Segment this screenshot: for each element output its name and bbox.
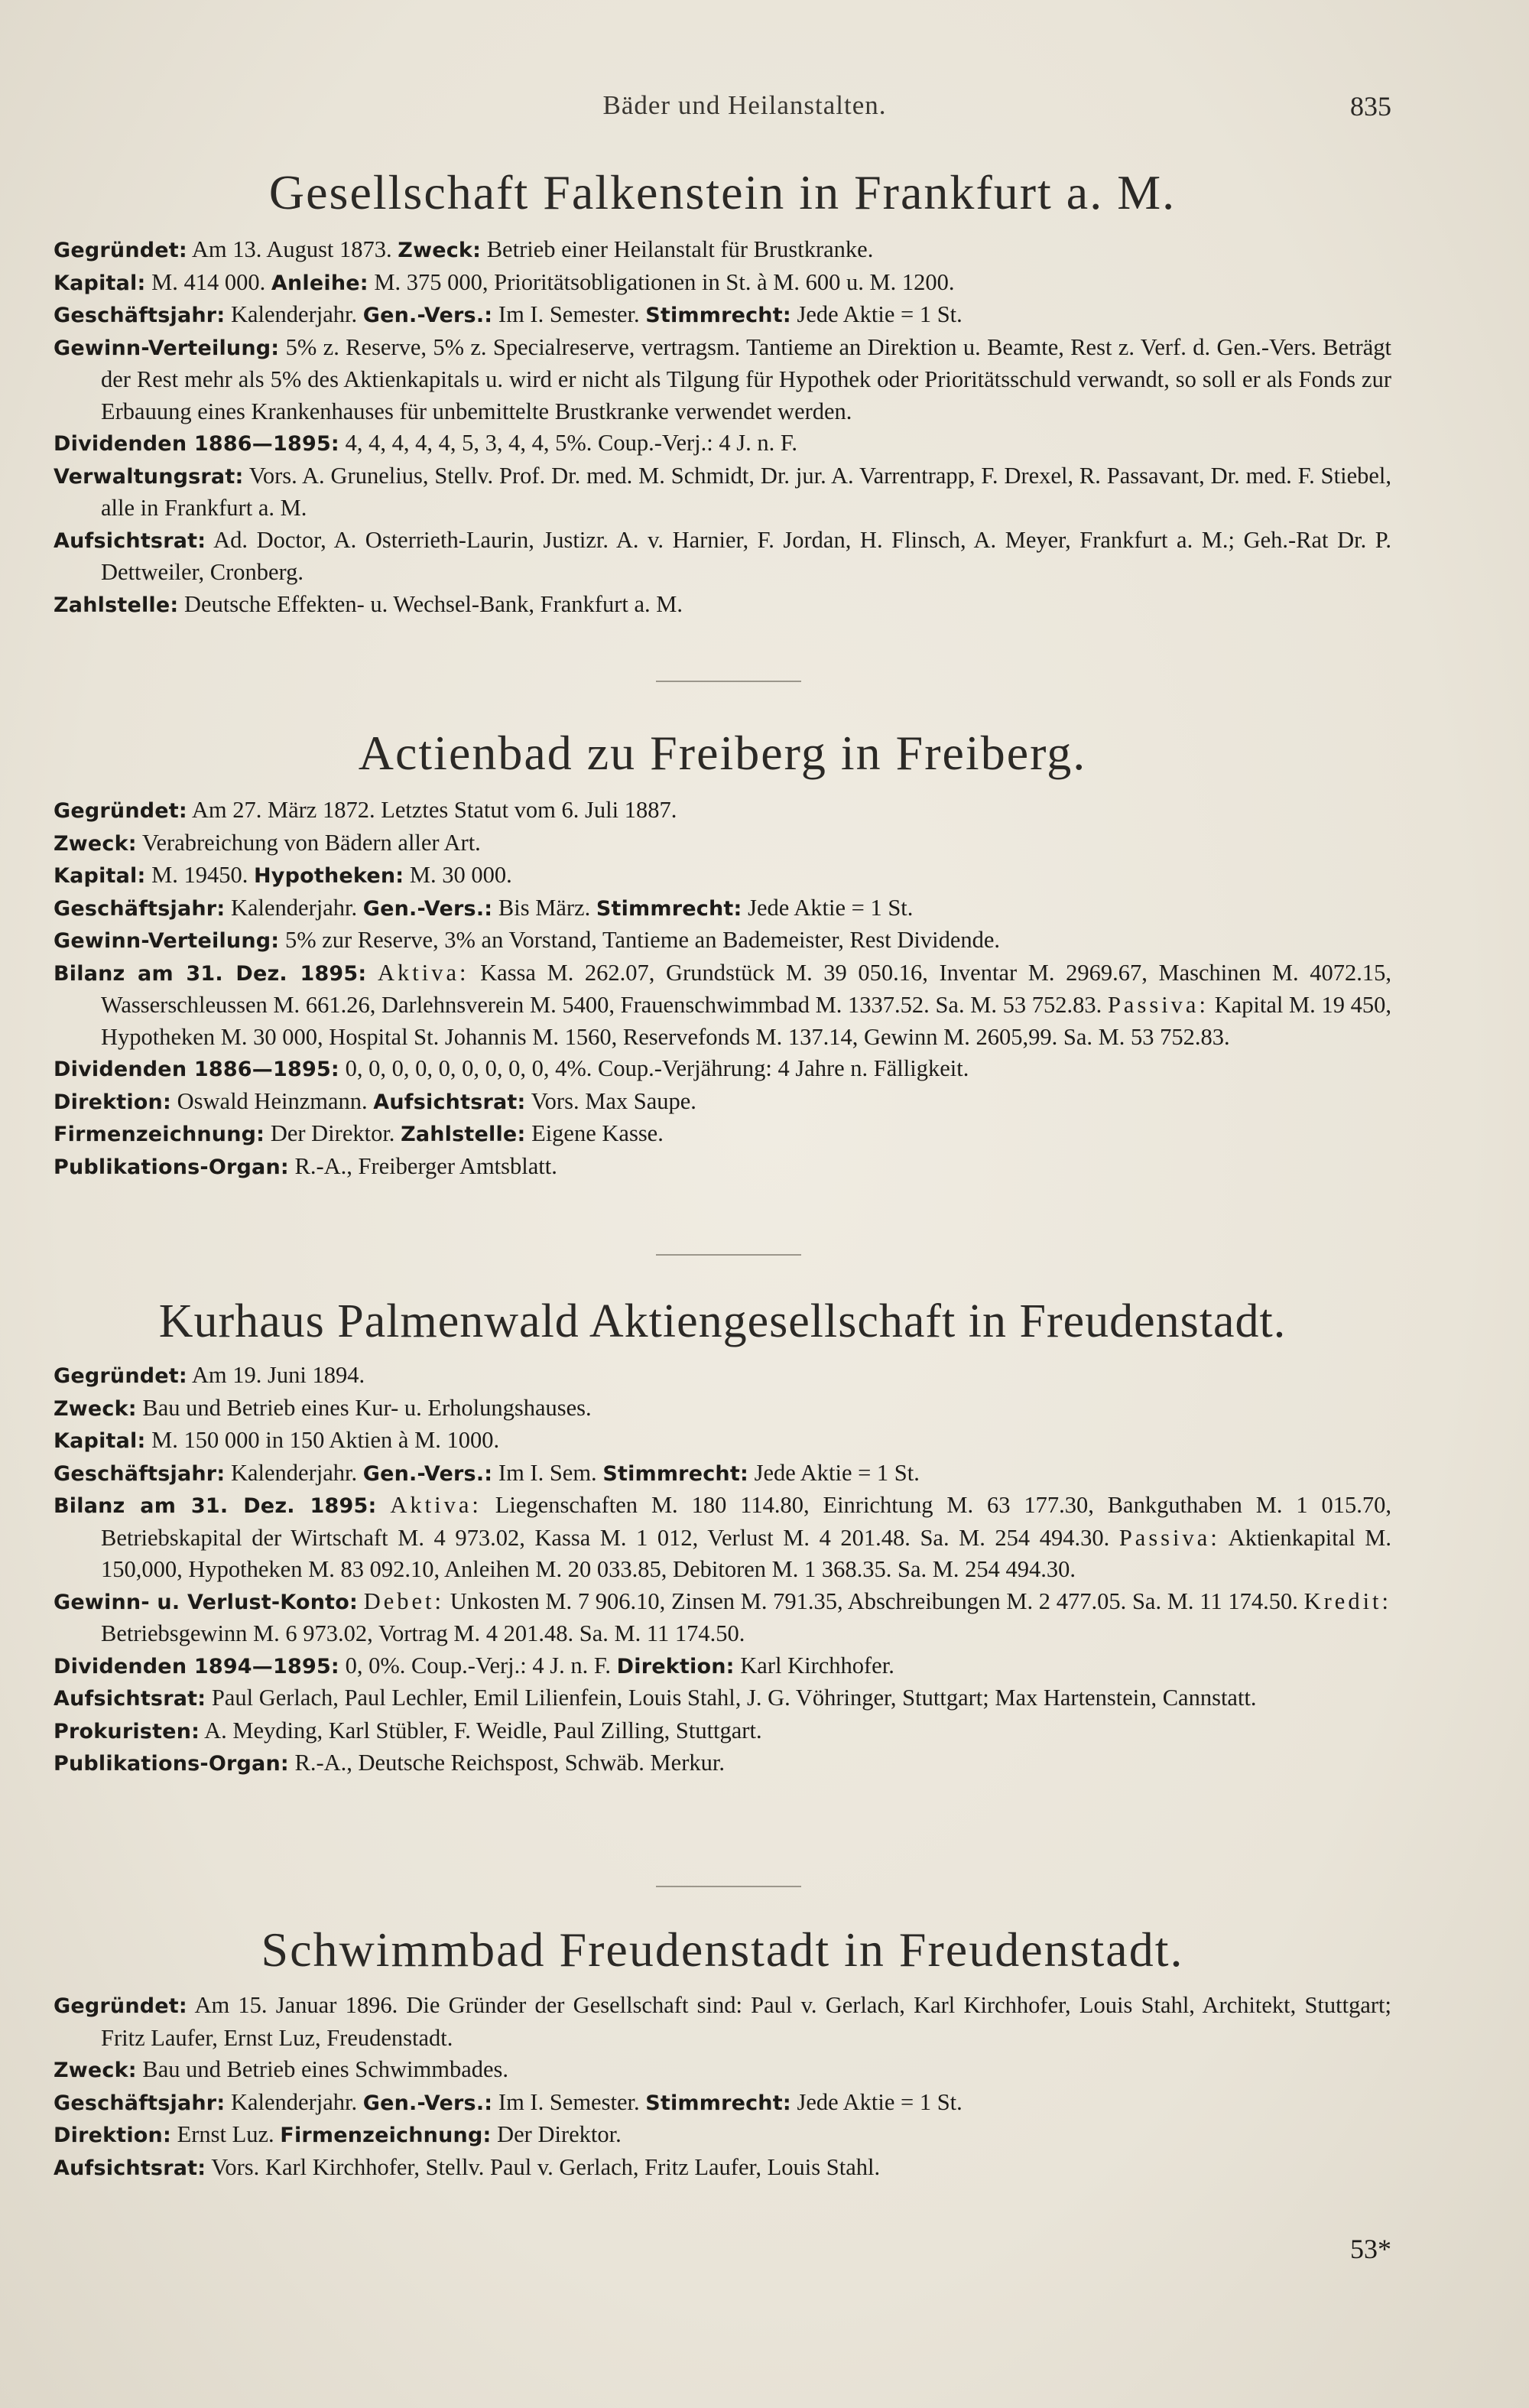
field-value: Kalenderjahr. [225,1459,363,1486]
field-label: Gen.-Vers.: [362,1461,493,1486]
field-value: Am 15. Januar 1896. Die Gründer der Gesellschaft sind: Paul v. Gerlach, Karl Kirchhofer, Louis Stahl, Architekt, Stuttgart; Fritz Laufer, Ernst Luz, Freudenstadt. [101,1992,1391,2051]
field-label: Aufsichtsrat: [373,1090,526,1114]
page-header [98,90,1391,136]
field-label: Kapital: [54,271,146,295]
entry-paragraph [54,1118,1391,1151]
field-value: Ad. Doctor, A. Osterrieth-Laurin, Justizr. A. v. Harnier, F. Jordan, H. Flinsch, A. Meyer, Frankfurt a. M.; Geh.-Rat Dr. P. Dettweiler, Cronberg. [101,526,1391,585]
field-value: Betriebsgewinn M. 6 973.02, Vortrag M. 4 201.48. Sa. M. 11 174.50. [101,1620,745,1646]
field-value: M. 375 000, Prioritätsobligationen in St. à M. 600 u. M. 1200. [368,268,955,295]
field-value: R.-A., Deutsche Reichspost, Schwäb. Merkur. [288,1750,725,1776]
field-label: Geschäftsjahr: [54,1461,226,1486]
field-value: M. 414 000. [145,268,271,295]
sub-label: Passiva: [1118,1524,1220,1551]
page-number: 835 [1350,91,1391,122]
field-value: Im I. Sem. [492,1459,603,1486]
field-label: Stimmrecht: [596,896,742,921]
field-value: Aktienkapital M. 150,000, Hypotheken M. 83 092.10, Anleihen M. 20 033.85, Debitoren M. 1 368.35. Sa. M. 254 494.30. [101,1524,1391,1582]
entry-paragraph [54,1682,1391,1715]
entry-paragraph [54,2152,1391,2185]
field-label: Gegründet: [54,1364,187,1388]
sub-label: Aktiva: [390,1492,482,1518]
field-label: Zweck: [54,831,137,856]
section-divider [656,1886,801,1887]
sub-label: Kredit: [1303,1587,1391,1614]
field-value: Im I. Semester. [492,2088,646,2115]
field-label: Zweck: [54,2059,137,2082]
section-divider [656,681,801,682]
field-label: Publikations-Organ: [54,1752,289,1776]
entry-list [54,234,1391,621]
field-label: Firmenzeichnung: [54,1123,265,1146]
field-value: Jede Aktie = 1 St. [742,894,914,921]
company-section [54,723,1391,1183]
field-label: Stimmrecht: [645,2091,791,2115]
entry-paragraph [54,427,1391,460]
field-label: Direktion: [616,1654,735,1678]
field-label: Bilanz am 31. Dez. 1895: [54,1494,377,1518]
field-label: Dividenden 1886—1895: [54,1058,339,1081]
entry-paragraph [54,460,1391,525]
section-divider [656,1254,801,1256]
field-value: Unkosten M. 7 906.10, Zinsen M. 791.35, Abschreibungen M. 2 477.05. Sa. M. 11 174.50. [444,1587,1304,1614]
company-section [54,1919,1391,2184]
field-value: Kalenderjahr. [225,894,363,921]
field-label: Aufsichtsrat: [54,528,206,553]
field-label: Direktion: [54,2124,171,2147]
field-value: M. 150 000 in 150 Aktien à M. 1000. [145,1427,500,1453]
entry-paragraph [54,1990,1391,2054]
entry-paragraph [54,589,1391,622]
entry-paragraph [54,1457,1391,1490]
company-title: Kurhaus Palmenwald Aktiengesellschaft in Freudenstadt. [158,1295,1287,1347]
field-label: Hypotheken: [254,864,404,888]
field-label: Gen.-Vers.: [362,2091,493,2115]
field-value: 5% zur Reserve, 3% an Vorstand, Tantieme an Bademeister, Rest Dividende. [279,927,1001,953]
entry-paragraph [54,1053,1391,1086]
field-value: Der Direktor. [265,1120,401,1146]
company-section [54,162,1391,621]
field-value: Vors. Max Saupe. [525,1087,696,1114]
entry-paragraph [54,892,1391,925]
field-value [377,1492,391,1518]
field-value: Karl Kirchhofer. [734,1652,894,1678]
entry-paragraph [54,1747,1391,1780]
field-value: Oswald Heinzmann. [170,1087,374,1114]
field-value: Paul Gerlach, Paul Lechler, Emil Lilienfein, Louis Stahl, J. G. Vöhringer, Stuttgart; Max Hartenstein, Cannstatt. [206,1685,1257,1711]
field-value: Am 27. März 1872. Letztes Statut vom 6. Juli 1887. [187,797,677,823]
field-label: Geschäftsjahr: [54,896,226,921]
field-value: Betrieb einer Heilanstalt für Brustkranke. [481,236,874,262]
field-value: Bis März. [492,894,596,921]
entry-paragraph [54,299,1391,332]
field-value: Kassa M. 262.07, Grundstück M. 39 050.16, Inventar M. 2969.67, Maschinen M. 4072.15, Wasserschleussen M. 661.26, Darlehnsverein M. 5400, Frauenschwimmbad M. 1337.52. Sa. M. 53 752.83. [101,959,1391,1018]
entry-paragraph [54,1086,1391,1119]
entry-paragraph [54,860,1391,892]
entry-paragraph [54,925,1391,957]
field-label: Gen.-Vers.: [362,896,493,921]
field-value: Jede Aktie = 1 St. [790,2088,963,2115]
field-value: Kalenderjahr. [225,2088,363,2115]
entry-list [54,1990,1391,2184]
field-label: Gen.-Vers.: [362,304,493,327]
field-label: Zahlstelle: [54,593,179,617]
field-label: Aufsichtsrat: [54,2156,206,2180]
field-label: Publikations-Organ: [54,1155,289,1179]
field-value: Jede Aktie = 1 St. [790,301,963,327]
entry-paragraph [54,827,1391,860]
running-title: Bäder und Heilanstalten. [602,90,887,120]
field-value: A. Meyding, Karl Stübler, F. Weidle, Paul Zilling, Stuttgart. [200,1717,762,1743]
entry-paragraph [54,525,1391,589]
field-value: 4, 4, 4, 4, 4, 5, 3, 4, 4, 5%. Coup.-Verj.: 4 J. n. F. [339,430,798,456]
field-value: Jede Aktie = 1 St. [748,1459,920,1486]
company-title: Gesellschaft Falkenstein in Frankfurt a. M. [268,165,1177,219]
entry-paragraph [54,234,1391,267]
field-value: Vors. Karl Kirchhofer, Stellv. Paul v. Gerlach, Fritz Laufer, Louis Stahl. [206,2153,881,2180]
field-value [358,1588,364,1614]
field-label: Gegründet: [54,799,187,823]
field-label: Kapital: [54,1429,146,1453]
entry-paragraph [54,1490,1391,1586]
entry-paragraph [54,2054,1391,2087]
field-value: Liegenschaften M. 180 114.80, Einrichtung M. 63 177.30, Bankguthaben M. 1 015.70, Betriebskapital der Wirtschaft M. 4 973.02, Kassa M. 1 012, Verlust M. 4 201.48. Sa. M. 254 494.30. [101,1492,1392,1551]
field-label: Gewinn-Verteilung: [54,929,280,953]
field-value: Deutsche Effekten- u. Wechsel-Bank, Frankfurt a. M. [178,590,683,617]
field-label: Aufsichtsrat: [54,1687,206,1711]
company-title: Schwimmbad Freudenstadt in Freudenstadt. [261,1922,1184,1977]
entry-paragraph [54,267,1391,300]
field-value: M. 30 000. [404,862,512,888]
entry-paragraph [54,1650,1391,1683]
entry-paragraph [54,1715,1391,1748]
field-value: Der Direktor. [491,2121,622,2147]
field-value: 0, 0, 0, 0, 0, 0, 0, 0, 0, 4%. Coup.-Verjährung: 4 Jahre n. Fälligkeit. [339,1055,969,1081]
field-value: Bau und Betrieb eines Kur- u. Erholungshauses. [136,1394,592,1421]
field-label: Zweck: [54,1396,137,1421]
field-label: Geschäftsjahr: [54,304,226,327]
field-label: Prokuristen: [54,1719,200,1743]
field-value: 5% z. Reserve, 5% z. Specialreserve, vertragsm. Tantieme an Direktion u. Beamte, Rest z. Verf. d. Gen.-Vers. Beträgt der Rest mehr als 5% des Aktienkapitals u. wird er nicht als Tilgung für Hypothek oder Prioritätsschuld verwandt, so soll er als Fonds zur Erbauung eines Krankenhauses für unbemittelte Brustkranke verwendet werden. [101,333,1391,424]
field-value: 0, 0%. Coup.-Verj.: 4 J. n. F. [339,1652,617,1678]
entry-list [54,1360,1391,1780]
field-value: Verabreichung von Bädern aller Art. [136,829,481,856]
field-value: Vors. A. Grunelius, Stellv. Prof. Dr. med. M. Schmidt, Dr. jur. A. Varrentrapp, F. Drexel, R. Passavant, Dr. med. F. Stiebel, alle in Frankfurt a. M. [101,462,1391,521]
field-value: Kalenderjahr. [225,301,363,327]
field-value: Ernst Luz. [170,2121,281,2147]
sub-label: Passiva: [1107,992,1209,1018]
field-label: Stimmrecht: [645,304,791,327]
field-label: Gewinn- u. Verlust-Konto: [54,1590,358,1614]
field-value: Im I. Semester. [492,301,646,327]
entry-paragraph [54,1360,1391,1392]
field-label: Kapital: [54,864,146,888]
entry-paragraph [54,1151,1391,1184]
field-value: M. 19450. [145,862,255,888]
entry-paragraph [54,1425,1391,1457]
company-section [54,1291,1391,1780]
field-label: Dividenden 1886—1895: [54,432,339,456]
sub-label: Aktiva: [378,959,469,986]
field-label: Gegründet: [54,239,187,262]
field-value: Kapital M. 19 450, Hypotheken M. 30 000, Hospital St. Johannis M. 1560, Reservefonds M. 137.14, Gewinn M. 2605,99. Sa. M. 53 752.83. [101,992,1391,1050]
entry-paragraph [54,795,1391,827]
field-label: Verwaltungsrat: [54,464,244,489]
field-label: Zweck: [398,239,482,262]
field-label: Gewinn-Verteilung: [54,336,280,360]
field-label: Dividenden 1894—1895: [54,1654,339,1678]
field-value: Eigene Kasse. [525,1120,664,1146]
field-label: Gegründet: [54,1994,187,2018]
entry-paragraph [54,957,1391,1054]
entry-paragraph [54,332,1391,428]
entry-list [54,795,1391,1183]
field-value [366,960,378,986]
field-value: Bau und Betrieb eines Schwimmbades. [136,2056,509,2082]
entry-paragraph [54,1392,1391,1425]
company-title: Actienbad zu Freiberg in Freiberg. [358,726,1087,780]
signature-mark: 53* [1350,2234,1391,2264]
field-label: Direktion: [54,1090,171,1114]
field-label: Firmenzeichnung: [280,2124,492,2147]
field-value: Am 13. August 1873. [187,236,398,262]
field-label: Anleihe: [271,271,368,295]
entry-paragraph [54,1586,1391,1650]
sub-label: Debet: [363,1587,444,1614]
field-label: Zahlstelle: [401,1123,526,1146]
field-label: Bilanz am 31. Dez. 1895: [54,961,367,986]
field-label: Stimmrecht: [602,1461,748,1486]
entry-paragraph [54,2087,1391,2120]
field-label: Geschäftsjahr: [54,2091,226,2115]
field-value: R.-A., Freiberger Amtsblatt. [288,1152,557,1179]
field-value: Am 19. Juni 1894. [187,1362,365,1388]
entry-paragraph [54,2119,1391,2152]
